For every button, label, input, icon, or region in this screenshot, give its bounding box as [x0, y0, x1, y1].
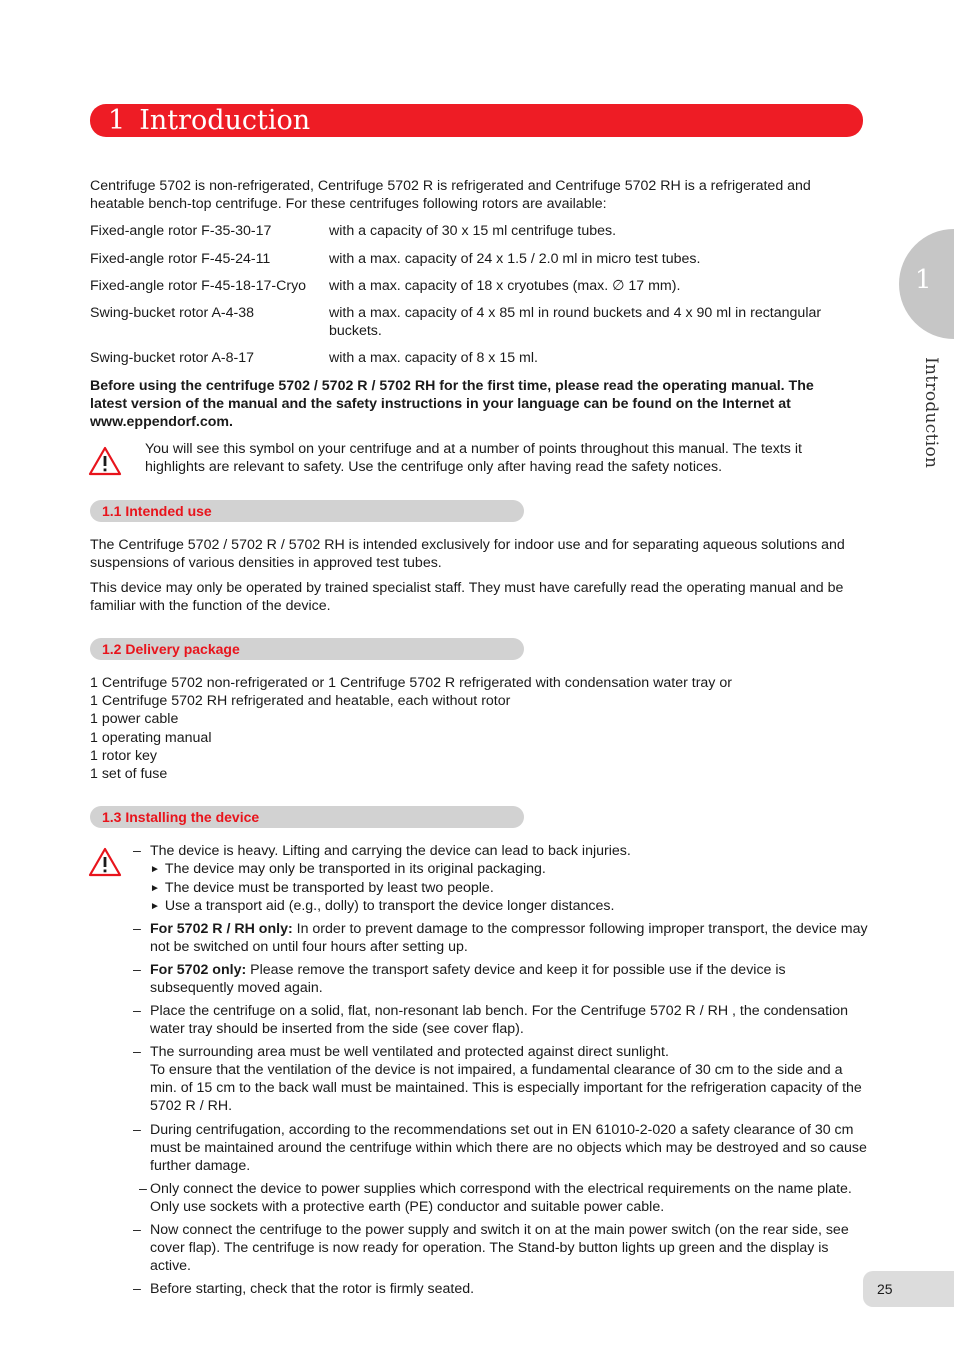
chapter-title: Introduction: [139, 105, 311, 136]
list-item-text: Now connect the centrifuge to the power supply and switch it on at the main power switch (on the rear side, see cover flap). The centrifuge is now ready for operation. The Stand-by button lights up green and the display is active.: [150, 1222, 849, 1275]
rotor-name: Swing-bucket rotor A-4-38: [90, 305, 255, 321]
arrow-bullet-icon: ►: [150, 864, 160, 875]
arrow-bullet-icon: ►: [150, 901, 160, 912]
warning-note: You will see this symbol on your centrifuge and at a number of points throughout this manual. The texts it highlights are relevant to safety. Use the centrifuge only after having read the safety notices.: [145, 441, 802, 476]
section-heading-delivery: 1.2 Delivery package: [90, 638, 524, 660]
page-number-tab: [863, 1271, 954, 1307]
dash-bullet: –: [133, 1122, 141, 1138]
list-item-label: For 5702 only:: [150, 962, 247, 978]
section-heading-intended-use: 1.1 Intended use: [90, 500, 524, 522]
dash-bullet: –: [133, 1281, 141, 1297]
rotor-desc: with a max. capacity of 4 x 85 ml in round buckets and 4 x 90 ml in rectangular buckets.: [329, 305, 822, 340]
dash-bullet: –: [133, 962, 141, 978]
intro-paragraph: Centrifuge 5702 is non-refrigerated, Centrifuge 5702 R is refrigerated and Centrifuge 5702 RH is a refrigerated and heatable bench-top centrifuge. For these centrifuges following rotors are available:: [90, 178, 811, 213]
sub-list-item: [150, 860, 850, 880]
rotor-name: Fixed-angle rotor F-35-30-17: [90, 223, 272, 239]
delivery-line: 1 Centrifuge 5702 RH refrigerated and heatable, each without rotor: [90, 693, 511, 709]
delivery-line: 1 Centrifuge 5702 non-refrigerated or 1 Centrifuge 5702 R refrigerated with condensation water tray or: [90, 675, 732, 691]
rotor-desc: with a max. capacity of 8 x 15 ml.: [329, 350, 538, 366]
intended-use-paragraph-1: The Centrifuge 5702 / 5702 R / 5702 RH is intended exclusively for indoor use and for separating aqueous solutions and suspensions of various densities in approved test tubes.: [90, 537, 845, 572]
rotor-desc: with a capacity of 30 x 15 ml centrifuge tubes.: [329, 223, 617, 239]
list-item-text: Before starting, check that the rotor is firmly seated.: [150, 1281, 475, 1297]
dash-bullet: –: [139, 1181, 147, 1197]
delivery-line: 1 set of fuse: [90, 766, 168, 782]
list-item-text: The device is heavy. Lifting and carrying the device can lead to back injuries.: [150, 843, 631, 859]
chapter-header: [90, 104, 863, 137]
rotor-name: Fixed-angle rotor F-45-18-17-Cryo: [90, 278, 307, 294]
rotor-desc: with a max. capacity of 24 x 1.5 / 2.0 ml in micro test tubes.: [329, 251, 701, 267]
dash-bullet: –: [133, 1003, 141, 1019]
list-item-body: In order to prevent damage to the compressor following improper transport, the device may not be switched on until four hours after setting up.: [150, 921, 868, 956]
rotor-desc: with a max. capacity of 18 x cryotubes (max. ∅ 17 mm).: [329, 278, 681, 294]
side-tab: [899, 229, 954, 339]
list-item-text: [150, 920, 868, 956]
list-item-text: During centrifugation, according to the recommendations set out in EN 61010-2-020 a safety clearance of 30 cm must be maintained around the centrifuge within which there are no objects which may be destroyed and so cause further damage.: [150, 1122, 867, 1175]
rotor-name: Swing-bucket rotor A-8-17: [90, 350, 255, 366]
section-heading-installing: 1.3 Installing the device: [90, 806, 524, 828]
warning-triangle-icon: [88, 446, 122, 476]
sub-list-item-text: Use a transport aid (e.g., dolly) to transport the device longer distances.: [164, 898, 615, 914]
side-tab-number: 1: [915, 265, 932, 295]
sub-list-item: [150, 897, 850, 917]
list-item-body: Please remove the transport safety device and keep it for possible use if the device is subsequently moved again.: [150, 962, 786, 997]
arrow-bullet-icon: ►: [150, 883, 160, 894]
sub-list-item-text: The device must be transported by least two people.: [164, 880, 494, 896]
dash-bullet: –: [133, 921, 141, 937]
list-item-text: Only connect the device to power supplies which correspond with the electrical requirements on the name plate. Only use sockets with a protective earth (PE) conductor and suitable power cable.: [150, 1181, 852, 1216]
list-item-label: For 5702 R / RH only:: [150, 921, 293, 937]
dash-bullet: –: [133, 843, 141, 859]
rotor-name: Fixed-angle rotor F-45-24-11: [90, 251, 271, 267]
list-item-text: To ensure that the ventilation of the device is not impaired, a fundamental clearance of 30 cm to the side and a min. of 15 cm to the back wall must be maintained. This is especially important for the refrigeration capacity of the 5702 R / RH.: [150, 1062, 862, 1115]
delivery-line: 1 power cable: [90, 711, 179, 727]
side-tab-label: Introduction: [921, 357, 941, 469]
dash-bullet: –: [133, 1044, 141, 1060]
dash-bullet: –: [133, 1222, 141, 1238]
list-item-text: The surrounding area must be well ventilated and protected against direct sunlight.: [150, 1044, 669, 1060]
page-number: 25: [877, 1281, 893, 1297]
sub-list-item-text: The device may only be transported in its original packaging.: [164, 861, 546, 877]
delivery-line: 1 rotor key: [90, 748, 158, 764]
list-item-text: [150, 961, 868, 997]
warning-triangle-icon: [88, 847, 122, 877]
manual-notice: Before using the centrifuge 5702 / 5702 R / 5702 RH for the first time, please read the operating manual. The latest version of the manual and the safety instructions in your language can be found on the Internet at www.eppendorf.com.: [90, 378, 814, 431]
list-item-text: Place the centrifuge on a solid, flat, non-resonant lab bench. For the Centrifuge 5702 R / RH , the condensation water tray should be inserted from the side (see cover flap).: [150, 1003, 848, 1038]
delivery-line: 1 operating manual: [90, 730, 212, 746]
intended-use-paragraph-2: This device may only be operated by trained specialist staff. They must have carefully read the operating manual and be familiar with the function of the device.: [90, 580, 844, 615]
chapter-number: 1: [108, 105, 126, 136]
